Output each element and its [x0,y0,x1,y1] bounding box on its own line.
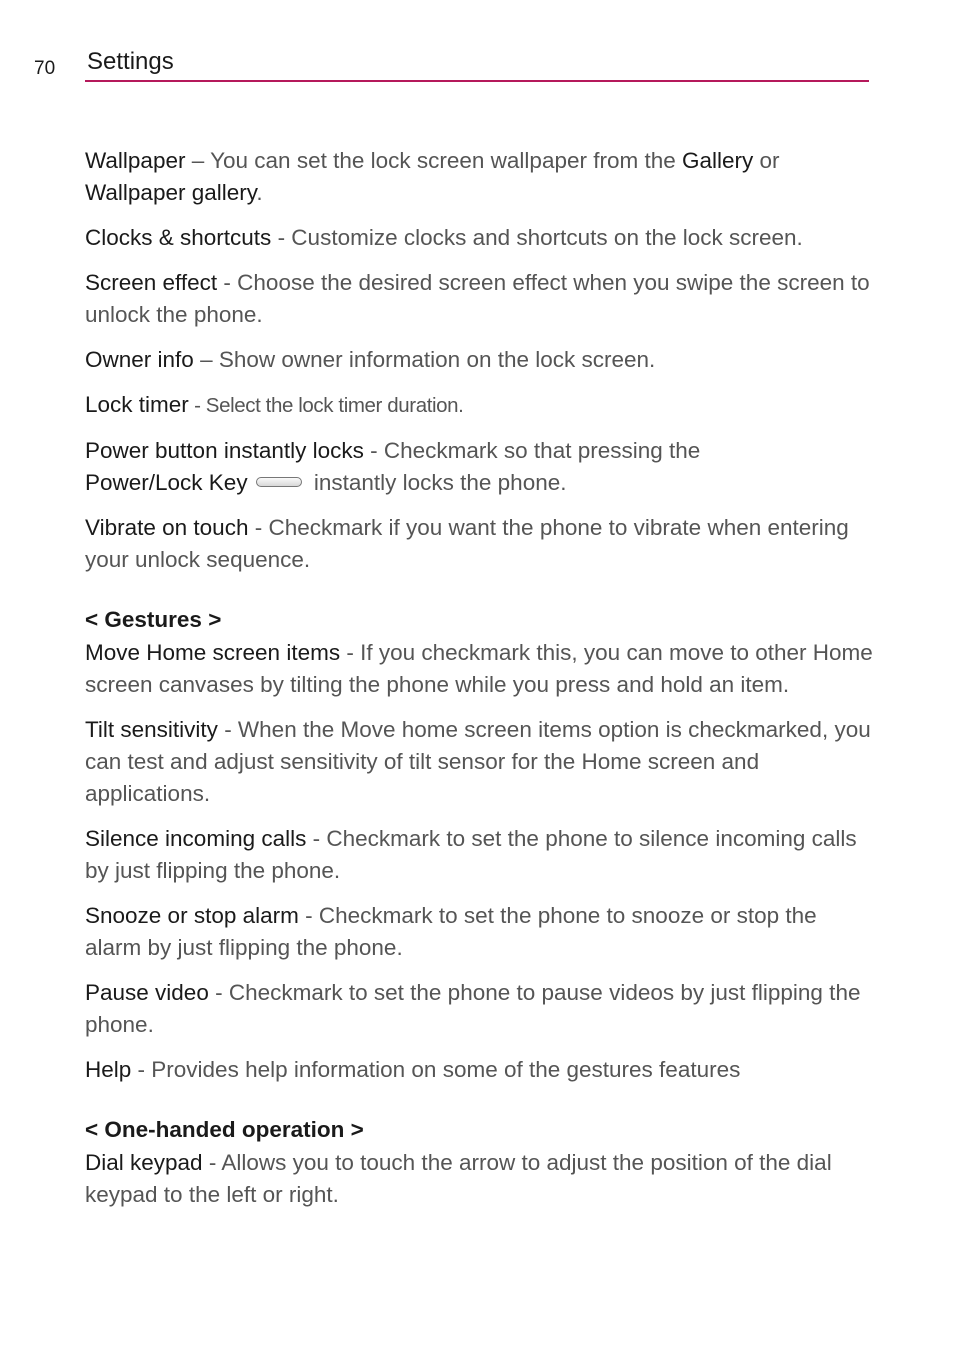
section-title: Settings [87,48,174,75]
entry-term: Clocks & shortcuts [85,225,272,250]
header-divider [85,80,869,82]
entry-power-button-locks [85,435,875,499]
one-handed-heading: < One-handed operation > [85,1117,364,1142]
entry-dial-keypad [85,1147,875,1211]
entry-clocks-shortcuts [85,222,875,254]
page-number: 70 [34,58,56,79]
entry-desc: or [753,148,780,173]
entry-desc: . [256,180,263,205]
entry-silence-incoming-calls [85,823,875,887]
entry-term: Wallpaper [85,148,186,173]
entry-desc: - Checkmark so that pressing the [363,438,701,463]
entry-term: Pause video [85,980,209,1005]
inline-term-gallery: Gallery [682,148,754,173]
entry-screen-effect [85,267,875,331]
entry-term: Screen effect [85,270,218,295]
entry-desc: - Customize clocks and shortcuts on the lock screen. [271,225,803,250]
entry-lock-timer [85,389,875,422]
entry-desc: - Checkmark to set the phone to snooze or stop the alarm by just flipping the phone. [85,903,817,960]
entry-term: Tilt sensitivity [85,717,218,742]
entry-owner-info [85,344,875,376]
inline-term-power-lock-key: Power/Lock Key [85,470,248,495]
entry-wallpaper [85,145,875,209]
entry-desc: - Choose the desired screen effect when you swipe the screen to unlock the phone. [85,270,870,327]
entry-pause-video [85,977,875,1041]
entry-term: Lock timer [85,392,189,417]
entry-term: Silence incoming calls [85,826,307,851]
entry-term: Vibrate on touch [85,515,249,540]
power-lock-key-icon [256,477,302,487]
entry-desc: - Provides help information on some of the gestures features [131,1057,741,1082]
entry-tilt-sensitivity [85,714,875,810]
inline-term-wallpaper-gallery: Wallpaper gallery [85,180,257,205]
entry-desc: - Checkmark to set the phone to silence incoming calls by just flipping the phone. [85,826,857,883]
entry-term: Dial keypad [85,1150,203,1175]
entry-term: Snooze or stop alarm [85,903,299,928]
entry-help [85,1054,875,1086]
page-content [85,145,875,1224]
gestures-heading: < Gestures > [85,607,222,632]
entry-desc: - When the Move home screen items option is checkmarked, you can test and adjust sensitivity of tilt sensor for the Home screen and applications. [85,717,871,806]
entry-term: Power button instantly locks [85,438,364,463]
entry-term: Help [85,1057,132,1082]
entry-desc: - Select the lock timer duration. [188,394,464,417]
entry-move-home-screen-items [85,637,875,701]
entry-desc: – Show owner information on the lock screen. [193,347,656,372]
entry-desc: – You can set the lock screen wallpaper from the [185,148,683,173]
entry-snooze-stop-alarm [85,900,875,964]
entry-desc: - Checkmark if you want the phone to vibrate when entering your unlock sequence. [85,515,849,572]
entry-desc: - Allows you to touch the arrow to adjust the position of the dial keypad to the left or right. [85,1150,832,1207]
entry-term: Owner info [85,347,194,372]
entry-desc: - If you checkmark this, you can move to other Home screen canvases by tilting the phone while you press and hold an item. [85,640,873,697]
entry-desc: instantly locks the phone. [307,470,567,495]
entry-term: Move Home screen items [85,640,341,665]
entry-desc: - Checkmark to set the phone to pause videos by just flipping the phone. [85,980,861,1037]
entry-vibrate-on-touch [85,512,875,576]
